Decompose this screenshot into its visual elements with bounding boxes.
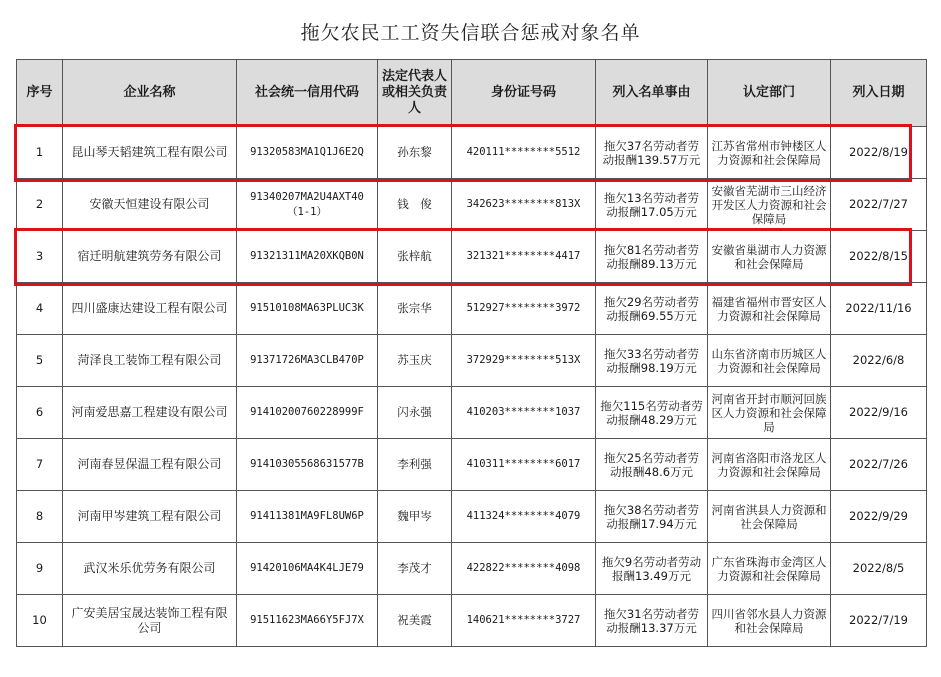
id-number: 410203********1037	[452, 387, 596, 439]
authority-department: 四川省邻水县人力资源和社会保障局	[708, 595, 831, 647]
credit-code: 91420106MA4K4LJE79	[237, 543, 378, 595]
authority-department: 河南省洛阳市洛龙区人力资源和社会保障局	[708, 439, 831, 491]
listing-date: 2022/8/19	[831, 127, 927, 179]
authority-department: 安徽省芜湖市三山经济开发区人力资源和社会保障局	[708, 179, 831, 231]
listing-reason: 拖欠29名劳动者劳动报酬69.55万元	[596, 283, 708, 335]
listing-date: 2022/9/29	[831, 491, 927, 543]
id-number: 140621********3727	[452, 595, 596, 647]
company-name: 安徽天恒建设有限公司	[63, 179, 237, 231]
authority-department: 江苏省常州市钟楼区人力资源和社会保障局	[708, 127, 831, 179]
credit-code: 91510108MA63PLUC3K	[237, 283, 378, 335]
authority-department: 河南省淇县人力资源和社会保障局	[708, 491, 831, 543]
listing-reason: 拖欠37名劳动者劳动报酬139.57万元	[596, 127, 708, 179]
company-name: 菏泽良工装饰工程有限公司	[63, 335, 237, 387]
legal-representative: 苏玉庆	[378, 335, 452, 387]
row-number: 2	[17, 179, 63, 231]
listing-reason: 拖欠25名劳动者劳动报酬48.6万元	[596, 439, 708, 491]
listing-reason: 拖欠81名劳动者劳动报酬89.13万元	[596, 231, 708, 283]
row-number: 5	[17, 335, 63, 387]
listing-reason: 拖欠9名劳动者劳动报酬13.49万元	[596, 543, 708, 595]
row-number: 1	[17, 127, 63, 179]
id-number: 321321********4417	[452, 231, 596, 283]
credit-code: 91321311MA20XKQB0N	[237, 231, 378, 283]
row-number: 7	[17, 439, 63, 491]
legal-representative: 祝美霞	[378, 595, 452, 647]
table-row	[17, 387, 927, 439]
company-name: 河南春昱保温工程有限公司	[63, 439, 237, 491]
row-number: 6	[17, 387, 63, 439]
listing-date: 2022/8/5	[831, 543, 927, 595]
header-cell: 法定代表人或相关负责人	[378, 60, 452, 127]
legal-representative: 张宗华	[378, 283, 452, 335]
listing-reason: 拖欠38名劳动者劳动报酬17.94万元	[596, 491, 708, 543]
credit-code: 91410200760228999F	[237, 387, 378, 439]
table-row	[17, 179, 927, 231]
blacklist-table	[16, 59, 927, 647]
listing-reason: 拖欠33名劳动者劳动报酬98.19万元	[596, 335, 708, 387]
table-row	[17, 283, 927, 335]
legal-representative: 魏甲岑	[378, 491, 452, 543]
listing-date: 2022/7/19	[831, 595, 927, 647]
listing-reason: 拖欠13名劳动者劳动报酬17.05万元	[596, 179, 708, 231]
company-name: 四川盛康达建设工程有限公司	[63, 283, 237, 335]
authority-department: 河南省开封市顺河回族区人力资源和社会保障局	[708, 387, 831, 439]
company-name: 河南爱思嘉工程建设有限公司	[63, 387, 237, 439]
id-number: 410311********6017	[452, 439, 596, 491]
table-row	[17, 335, 927, 387]
legal-representative: 孙东黎	[378, 127, 452, 179]
table-row	[17, 231, 927, 283]
id-number: 372929********513X	[452, 335, 596, 387]
header-row	[17, 60, 927, 127]
listing-reason: 拖欠115名劳动者劳动报酬48.29万元	[596, 387, 708, 439]
listing-date: 2022/11/16	[831, 283, 927, 335]
header-cell: 认定部门	[708, 60, 831, 127]
authority-department: 福建省福州市晋安区人力资源和社会保障局	[708, 283, 831, 335]
company-name: 昆山琴天韬建筑工程有限公司	[63, 127, 237, 179]
credit-code: 91511623MA66Y5FJ7X	[237, 595, 378, 647]
listing-date: 2022/6/8	[831, 335, 927, 387]
row-number: 3	[17, 231, 63, 283]
legal-representative: 李茂才	[378, 543, 452, 595]
authority-department: 山东省济南市历城区人力资源和社会保障局	[708, 335, 831, 387]
credit-code: 91320583MA1Q1J6E2Q	[237, 127, 378, 179]
page-title: 拖欠农民工工资失信联合惩戒对象名单	[300, 22, 641, 44]
header-cell: 社会统一信用代码	[237, 60, 378, 127]
listing-date: 2022/8/15	[831, 231, 927, 283]
credit-code: 91410305568631577B	[237, 439, 378, 491]
listing-date: 2022/9/16	[831, 387, 927, 439]
header-cell: 列入日期	[831, 60, 927, 127]
authority-department: 安徽省巢湖市人力资源和社会保障局	[708, 231, 831, 283]
row-number: 9	[17, 543, 63, 595]
credit-code: 91411381MA9FL8UW6P	[237, 491, 378, 543]
id-number: 512927********3972	[452, 283, 596, 335]
header-cell: 序号	[17, 60, 63, 127]
table-row	[17, 543, 927, 595]
row-number: 10	[17, 595, 63, 647]
table-row	[17, 127, 927, 179]
legal-representative: 张梓航	[378, 231, 452, 283]
company-name: 广安美居宝晟达装饰工程有限公司	[63, 595, 237, 647]
id-number: 411324********4079	[452, 491, 596, 543]
table-row	[17, 491, 927, 543]
id-number: 422822********4098	[452, 543, 596, 595]
legal-representative: 闪永强	[378, 387, 452, 439]
header-cell: 列入名单事由	[596, 60, 708, 127]
company-name: 武汉米乐优劳务有限公司	[63, 543, 237, 595]
listing-date: 2022/7/26	[831, 439, 927, 491]
company-name: 河南甲岑建筑工程有限公司	[63, 491, 237, 543]
table-row	[17, 595, 927, 647]
id-number: 420111********5512	[452, 127, 596, 179]
row-number: 8	[17, 491, 63, 543]
authority-department: 广东省珠海市金湾区人力资源和社会保障局	[708, 543, 831, 595]
id-number: 342623********813X	[452, 179, 596, 231]
header-cell: 身份证号码	[452, 60, 596, 127]
header-cell: 企业名称	[63, 60, 237, 127]
credit-code: 91340207MA2U4AXT40（1-1）	[237, 179, 378, 231]
row-number: 4	[17, 283, 63, 335]
legal-representative: 钱 俊	[378, 179, 452, 231]
table-row	[17, 439, 927, 491]
listing-reason: 拖欠31名劳动者劳动报酬13.37万元	[596, 595, 708, 647]
listing-date: 2022/7/27	[831, 179, 927, 231]
company-name: 宿迁明航建筑劳务有限公司	[63, 231, 237, 283]
credit-code: 91371726MA3CLB470P	[237, 335, 378, 387]
legal-representative: 李利强	[378, 439, 452, 491]
